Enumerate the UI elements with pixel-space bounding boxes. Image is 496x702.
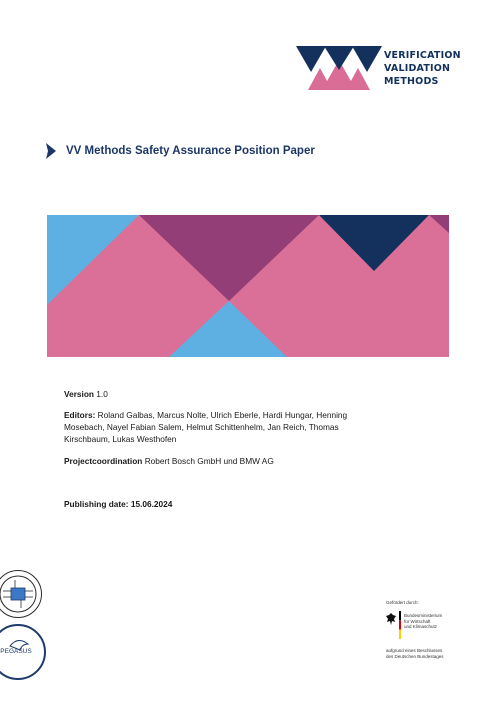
version-line (64, 388, 108, 400)
editors-line (64, 409, 354, 445)
pegasus-label: PEGASUS (0, 648, 32, 655)
editors-value: Roland Galbas, Marcus Nolte, Ulrich Eberle, Hardi Hungar, Henning Mosebach, Nayel Fabian Salem, Helmut Schittenhelm, Jan Reich, Thomas Kirschbaum, Lukas Westhofen (64, 410, 348, 444)
title-row (46, 143, 315, 159)
geometric-banner (47, 215, 449, 357)
vv-logo-icon (296, 44, 382, 90)
resolution-line-1: aufgrund eines Beschlusses (386, 648, 443, 653)
chevron-right-icon (46, 143, 56, 159)
page-title: VV Methods Safety Assurance Position Paper (66, 145, 315, 157)
logo-line-verification: VERIFICATION (384, 50, 461, 61)
ministry-line-2: für Wirtschaft (404, 618, 431, 624)
coordination-line (64, 455, 274, 467)
logo-line-validation: VALIDATION (384, 63, 451, 74)
funded-by-label: Gefördert durch: (386, 600, 419, 605)
resolution-note (386, 648, 444, 659)
german-flag-icon (399, 611, 401, 639)
federal-eagle-icon (386, 613, 396, 625)
version-value: 1.0 (96, 389, 108, 399)
ministry-name (404, 613, 442, 630)
logo-line-methods: METHODS (384, 76, 439, 87)
logo-wordmark (384, 49, 461, 88)
resolution-line-2: des Deutschen Bundestages (386, 653, 444, 659)
ministry-line-1: Bundesministerium (404, 613, 443, 618)
project-badge (0, 570, 42, 618)
version-label: Version (64, 389, 94, 399)
circuit-chip-icon (0, 571, 41, 617)
editors-label: Editors: (64, 410, 96, 420)
coordination-label: Projectcoordination (64, 456, 143, 466)
publishing-date: Publishing date: 15.06.2024 (64, 499, 173, 509)
coordination-value: Robert Bosch GmbH und BMW AG (144, 456, 274, 466)
ministry-line-3: und Klimaschutz (404, 624, 438, 629)
